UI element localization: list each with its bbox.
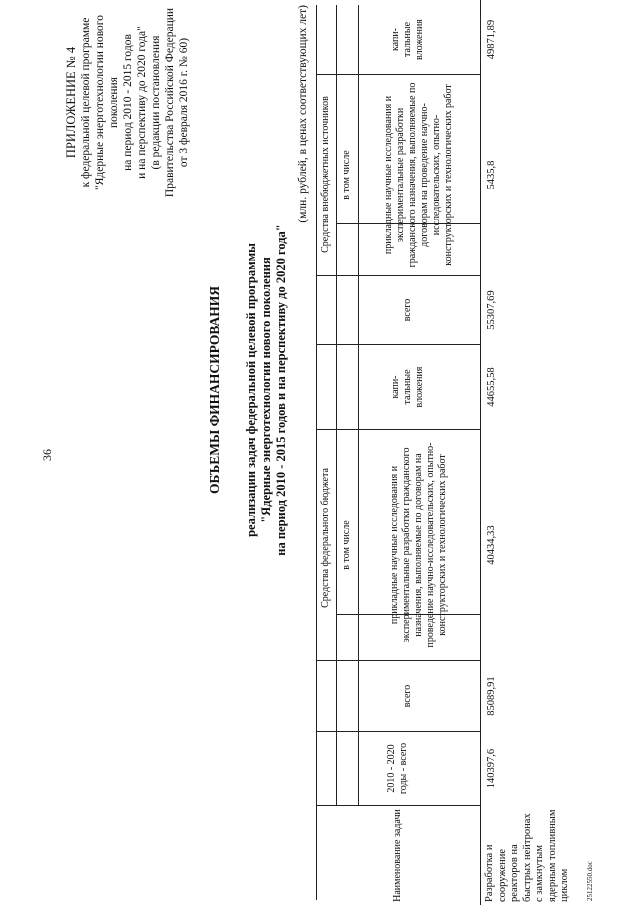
- document-title: [208, 155, 289, 625]
- title-line: реализации задач федеральной целевой программы: [244, 243, 258, 537]
- row-task: Разработка и сооружение реакторов на быстрых нейтронах с замкнутым ядерным топливным циклом: [484, 809, 570, 902]
- header-extra-research: прикладные научные исследования и экспериментальные разработки гражданского назначения, выполняемые по договорам на проведение научно-исследовательских, опытно-конструкторских и технологических работ: [383, 82, 454, 268]
- document-code: 25122550.doc: [586, 861, 594, 901]
- page-number: 36: [40, 449, 54, 461]
- title-line: "Ядерные энерготехнологии нового поколения: [259, 257, 273, 523]
- header-extra-total: всего: [402, 298, 413, 322]
- appendix-line: "Ядерные энерготехнологии нового поколения: [94, 15, 120, 190]
- header-fed-total: всего: [402, 684, 413, 708]
- header-fed-including: в том числе: [341, 520, 352, 570]
- appendix-heading: ПРИЛОЖЕНИЕ № 4: [64, 46, 78, 159]
- header-federal: Средства федерального бюджета: [320, 468, 331, 608]
- appendix-line: от 3 февраля 2016 г. № 60): [178, 37, 190, 168]
- header-extra: Средства внебюджетных источников: [320, 96, 331, 253]
- title-line: на период 2010 - 2015 годов и на перспективу до 2020 года": [274, 224, 288, 556]
- header-task: Наименование задачи: [392, 809, 403, 902]
- units-note: (млн. рублей, в ценах соответствующих лет): [297, 5, 309, 223]
- header-total: 2010 - 2020 годы - всего: [386, 742, 409, 795]
- row-total: 140397,6: [486, 748, 497, 789]
- row-fed-capital: 44655,58: [486, 367, 497, 407]
- row-extra-research: 5435,8: [486, 160, 497, 190]
- header-fed-capital: капи-тальные вложения: [390, 366, 425, 408]
- row-extra-total: 55307,69: [486, 290, 497, 330]
- header-extra-including: в том числе: [341, 150, 352, 200]
- appendix-line: Правительства Российской Федерации: [164, 7, 176, 198]
- row-fed-research: 40434,33: [486, 525, 497, 565]
- appendix-block: [64, 0, 191, 205]
- header-extra-capital: капи-тальные вложения: [390, 19, 425, 60]
- appendix-line: и на перспективу до 2020 года": [136, 26, 148, 179]
- title-main: ОБЪЕМЫ ФИНАНСИРОВАНИЯ: [207, 285, 222, 495]
- appendix-line: (в редакции постановления: [150, 35, 162, 170]
- row-fed-total: 85089,91: [486, 676, 497, 716]
- appendix-line: к федеральной целевой программе: [80, 17, 92, 188]
- row-extra-capital: 49871,89: [486, 19, 497, 60]
- appendix-line: на период 2010 - 2015 годов: [122, 34, 134, 171]
- header-fed-research: прикладные научные исследования и экспериментальные разработки гражданского назначения, выполняемые по договорам на проведение научно-исследовательских, опытно-конструкторских и технологических работ: [389, 442, 448, 648]
